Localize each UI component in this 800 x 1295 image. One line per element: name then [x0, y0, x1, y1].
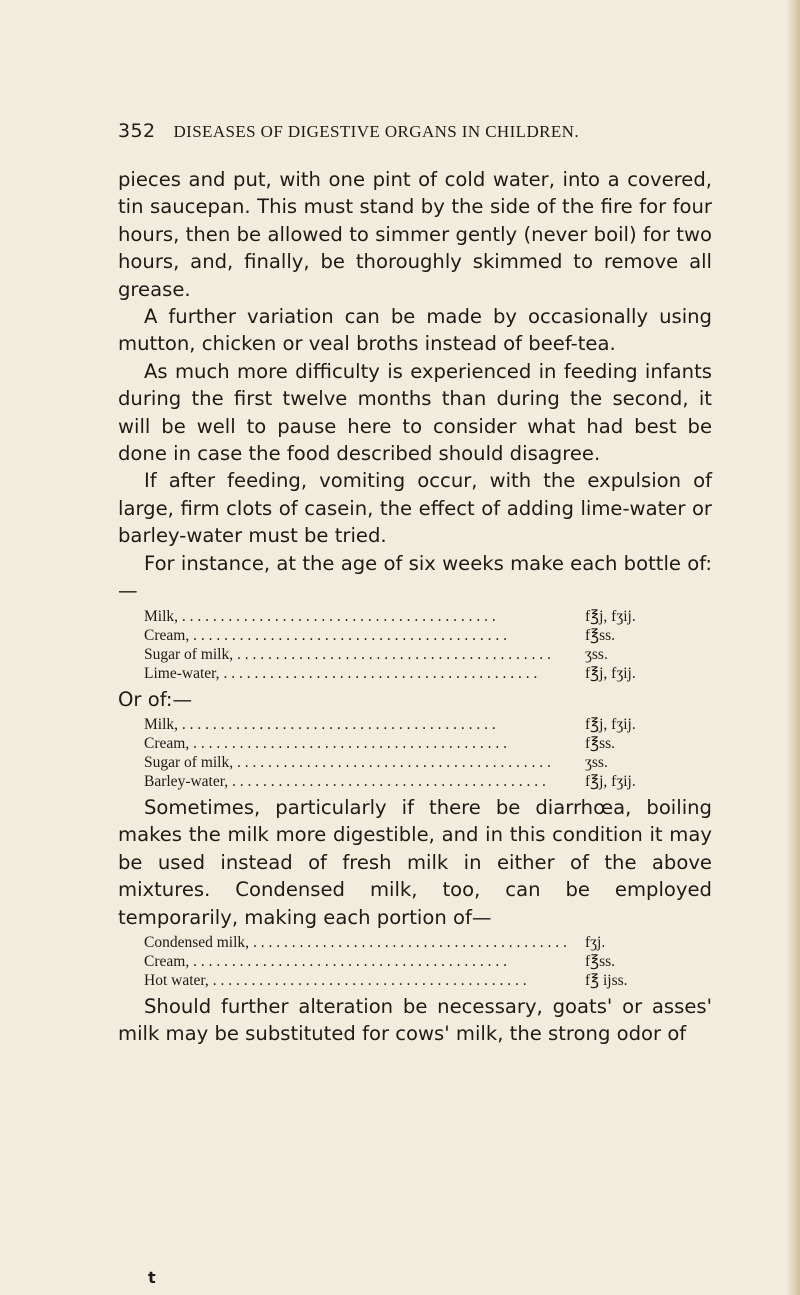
- paragraph: As much more difficulty is experienced in feeding infants during the first twelve months than during the second, it will be well to pause here to consider what had best be done in case the food described should disagree.: [118, 359, 712, 466]
- paragraph: For instance, at the age of six weeks make each bottle of:—: [118, 551, 712, 603]
- ingredient-name: Cream, . . .: [144, 626, 581, 645]
- ingredient-name: Sugar of milk, . . .: [144, 645, 581, 664]
- ingredient-quantity: f℥ss.: [585, 952, 616, 970]
- ingredient-name: Cream, . . .: [144, 734, 581, 753]
- recipe-list-condensed-milk: [118, 933, 712, 990]
- ingredient-name: Hot water, . . .: [144, 971, 581, 990]
- ingredient-name: Lime-water, . . .: [144, 664, 581, 683]
- recipe-row: [118, 715, 712, 734]
- recipe-row: [118, 664, 712, 683]
- ingredient-quantity: fʒj.: [585, 933, 606, 951]
- paragraph: A further variation can be made by occasionally using mutton, chicken or veal broths instead of beef-tea.: [118, 305, 712, 356]
- ingredient-name: Milk, . . .: [144, 715, 581, 734]
- recipe-row: [118, 607, 712, 626]
- ingredient-quantity: ʒss.: [585, 645, 608, 663]
- recipe-row: [118, 952, 712, 971]
- ingredient-quantity: f℥ss.: [585, 734, 616, 752]
- page-edge-shadow: [786, 0, 800, 1295]
- ingredient-name: Sugar of milk, . . .: [144, 753, 581, 772]
- printer-mark: t: [148, 1268, 156, 1287]
- recipe-row: [118, 626, 712, 645]
- recipe-row: [118, 933, 712, 952]
- ingredient-quantity: f℥ ijss.: [585, 971, 628, 989]
- paragraph: pieces and put, with one pint of cold water, into a covered, tin saucepan. This must stand by the side of the fire for four hours, then be allowed to simmer gently (never boil) for two hours, and, finally, be thoroughly skimmed to remove all grease.: [118, 168, 712, 301]
- page-body: [118, 166, 712, 1048]
- running-title: DISEASES OF DIGESTIVE ORGANS IN CHILDREN.: [173, 122, 579, 141]
- recipe-list-lime-water: [118, 607, 712, 683]
- ingredient-quantity: ʒss.: [585, 753, 608, 771]
- ingredient-quantity: f℥j, fʒij.: [585, 607, 636, 625]
- recipe-row: [118, 971, 712, 990]
- ingredient-quantity: f℥j, fʒij.: [585, 664, 636, 682]
- ingredient-quantity: f℥ss.: [585, 626, 616, 644]
- running-header: [118, 120, 678, 142]
- paragraph: If after feeding, vomiting occur, with the expulsion of large, firm clots of casein, the effect of adding lime-water or barley-water must be tried.: [118, 469, 712, 548]
- recipe-row: [118, 753, 712, 772]
- recipe-row: [118, 645, 712, 664]
- paragraph: Sometimes, particularly if there be diarrhœa, boiling makes the milk more digestible, and in this condition it may be used instead of fresh milk in either of the above mixtures. Condensed milk, too, can be employed temporarily, making each portion of—: [118, 795, 712, 929]
- paragraph: Should further alteration be necessary, goats' or asses' milk may be substituted for cows' milk, the strong odor of: [118, 994, 712, 1046]
- ingredient-name: Cream, . . .: [144, 952, 581, 971]
- recipe-row: [118, 772, 712, 791]
- ingredient-name: Milk, . . .: [144, 607, 581, 626]
- ingredient-name: Condensed milk, . . .: [144, 933, 581, 952]
- ingredient-name: Barley-water, . . .: [144, 772, 581, 791]
- ingredient-quantity: f℥j, fʒij.: [585, 772, 636, 790]
- recipe-row: [118, 734, 712, 753]
- ingredient-quantity: f℥j, fʒij.: [585, 715, 636, 733]
- recipe-list-barley-water: [118, 715, 712, 791]
- page-number: 352: [118, 120, 156, 142]
- subheading-or-of: Or of:—: [118, 687, 193, 711]
